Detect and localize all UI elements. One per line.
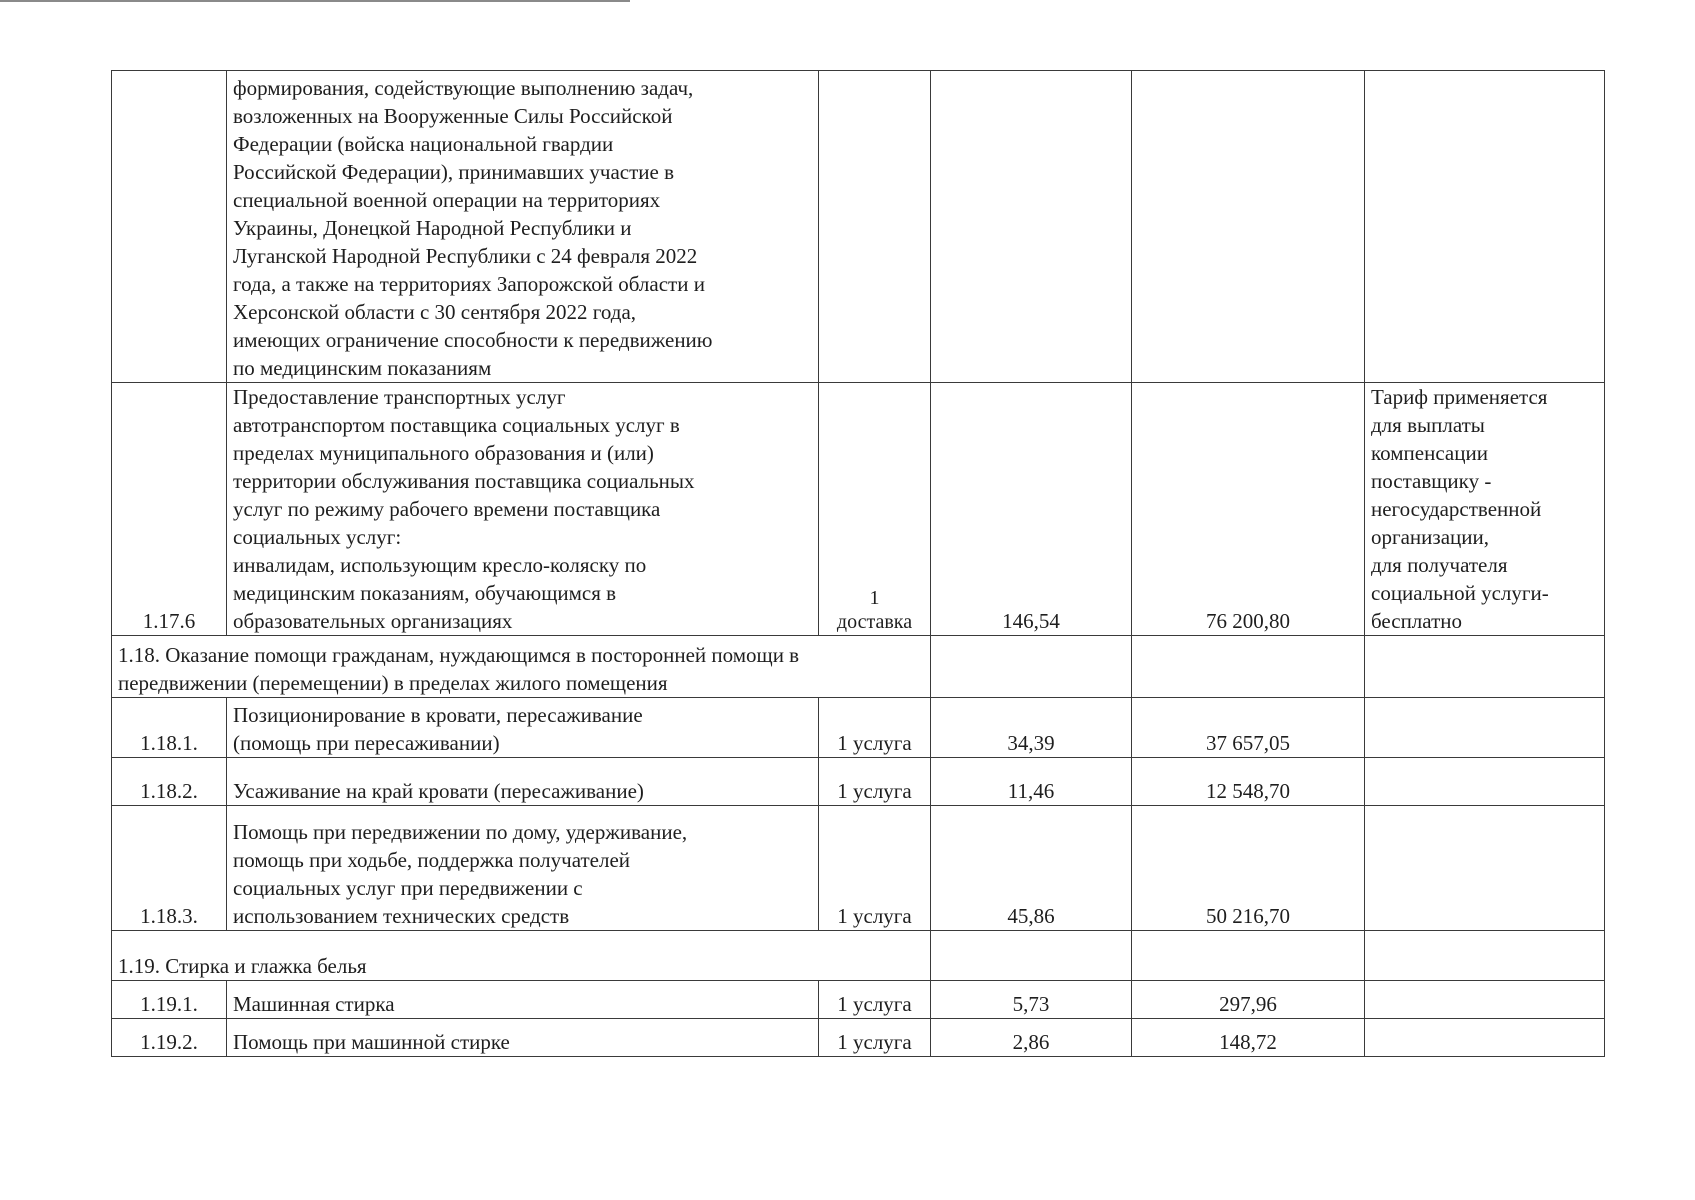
empty-cell [1365, 931, 1605, 981]
unit-quantity: 1 [869, 587, 880, 609]
section-row [112, 636, 1605, 698]
note-cell [1365, 71, 1605, 383]
unit-of-service: 1 услуга [819, 806, 931, 931]
note-cell [1365, 1019, 1605, 1057]
table-row [112, 758, 1605, 806]
tariff-value: 34,39 [931, 698, 1132, 758]
scan-edge-line [0, 0, 630, 2]
unit-of-service [819, 71, 931, 383]
empty-cell [931, 636, 1132, 698]
table-row [112, 806, 1605, 931]
service-name: Помощь при передвижении по дому, удерживание, помощь при ходьбе, поддержка получателей социальных услуг при передвижении с использованием технических средств [227, 806, 819, 931]
row-number [112, 71, 227, 383]
service-name: Предоставление транспортных услуг автотранспортом поставщика социальных услуг в пределах муниципального образования и (или) территории обслуживания поставщика социальных услуг по режиму рабочего времени поставщика социальных услуг: инвалидам, использующим кресло-коляску по медицинским показаниям, обучающимся в образовательных организациях [227, 383, 819, 636]
section-title: 1.18. Оказание помощи гражданам, нуждающимся в посторонней помощи в передвижении (перемещении) в пределах жилого помещения [112, 636, 931, 698]
table-row [112, 383, 1605, 636]
sum-value: 76 200,80 [1132, 383, 1365, 636]
service-name: Усаживание на край кровати (пересаживание) [227, 758, 819, 806]
row-number: 1.18.2. [112, 758, 227, 806]
section-row [112, 931, 1605, 981]
row-number: 1.18.1. [112, 698, 227, 758]
note-cell: Тариф применяется для выплаты компенсации поставщику - негосударственной организации, для получателя социальной услуги- бесплатно [1365, 383, 1605, 636]
tariff-value: 2,86 [931, 1019, 1132, 1057]
unit-of-service: 1 услуга [819, 758, 931, 806]
tariff-value [931, 71, 1132, 383]
empty-cell [1132, 636, 1365, 698]
tariff-table [111, 70, 1605, 1057]
tariff-value: 11,46 [931, 758, 1132, 806]
table-row [112, 1019, 1605, 1057]
tariff-value: 146,54 [931, 383, 1132, 636]
tariff-value: 5,73 [931, 981, 1132, 1019]
table-row [112, 698, 1605, 758]
empty-cell [931, 931, 1132, 981]
row-number: 1.19.2. [112, 1019, 227, 1057]
sum-value: 148,72 [1132, 1019, 1365, 1057]
empty-cell [1132, 931, 1365, 981]
note-cell [1365, 698, 1605, 758]
note-cell [1365, 981, 1605, 1019]
empty-cell [1365, 636, 1605, 698]
unit-of-service: 1 услуга [819, 1019, 931, 1057]
service-name: Позиционирование в кровати, пересаживание (помощь при пересаживании) [227, 698, 819, 758]
unit-of-service [819, 383, 931, 636]
sum-value: 297,96 [1132, 981, 1365, 1019]
row-number: 1.18.3. [112, 806, 227, 931]
row-number: 1.17.6 [112, 383, 227, 636]
note-cell [1365, 758, 1605, 806]
note-cell [1365, 806, 1605, 931]
sum-value: 50 216,70 [1132, 806, 1365, 931]
unit-of-service: 1 услуга [819, 698, 931, 758]
unit-of-service: 1 услуга [819, 981, 931, 1019]
table-row [112, 71, 1605, 383]
service-name: формирования, содействующие выполнению задач, возложенных на Вооруженные Силы Российской Федерации (войска национальной гвардии Российской Федерации), принимавших участие в специальной военной операции на территориях Украины, Донецкой Народной Республики и Луганской Народной Республики с 24 февраля 2022 года, а также на территориях Запорожской области и Херсонской области с 30 сентября 2022 года, имеющих ограничение способности к передвижению по медицинским показаниям [227, 71, 819, 383]
section-title: 1.19. Стирка и глажка белья [112, 931, 931, 981]
row-number: 1.19.1. [112, 981, 227, 1019]
service-name: Машинная стирка [227, 981, 819, 1019]
unit-label: доставка [836, 611, 913, 633]
sum-value: 12 548,70 [1132, 758, 1365, 806]
sum-value [1132, 71, 1365, 383]
service-name: Помощь при машинной стирке [227, 1019, 819, 1057]
sum-value: 37 657,05 [1132, 698, 1365, 758]
tariff-value: 45,86 [931, 806, 1132, 931]
table-row [112, 981, 1605, 1019]
